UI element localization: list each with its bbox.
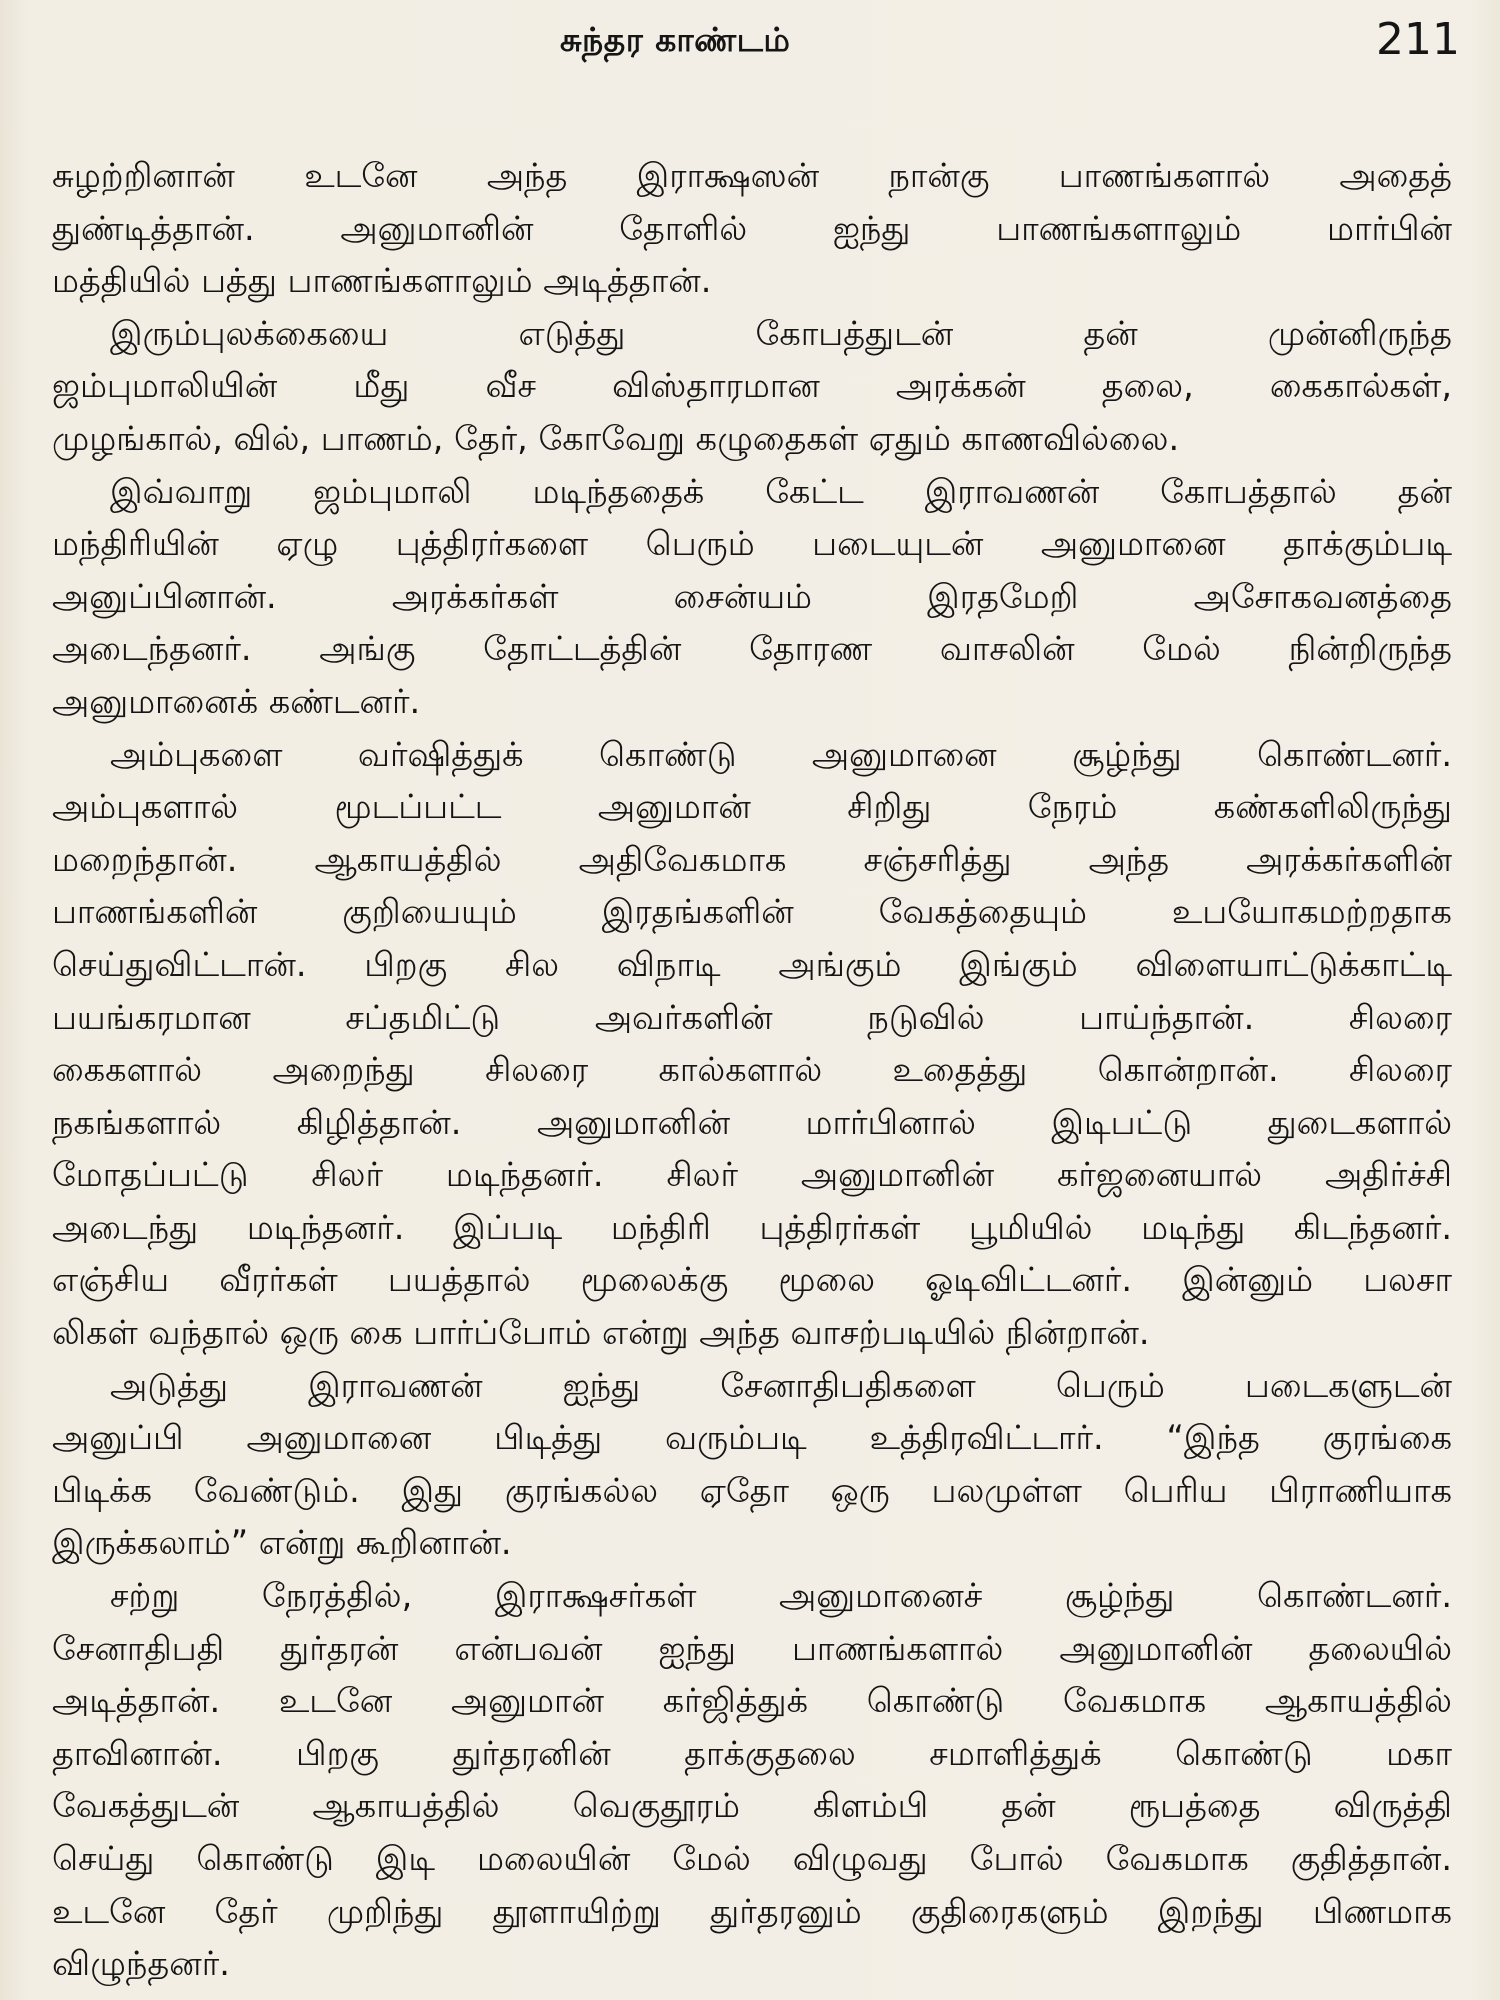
text-line: மத்தியில் பத்து பாணங்களாலும் அடித்தான்.: [52, 261, 712, 301]
text-line: விழுந்தனர்.: [52, 1944, 230, 1984]
text-line: லிகள் வந்தால் ஒரு கை பார்ப்போம் என்று அந்த வாசற்படியில் நின்றான்.: [52, 1313, 1150, 1353]
paragraph-3: [52, 466, 1452, 729]
paragraph-5: [52, 1360, 1452, 1570]
text-line: இருக்கலாம்” என்று கூறினான்.: [52, 1523, 512, 1563]
text-line: சற்று நேரத்தில், இராக்ஷசர்கள் அனுமானைச் சூழ்ந்து கொண்டனர்.: [110, 1576, 1452, 1616]
text-line: துண்டித்தான். அனுமானின் தோளில் ஐந்து பாணங்களாலும் மார்பின்: [52, 208, 1452, 248]
paragraph-6: [52, 1570, 1452, 1991]
text-line: அனுமானைக் கண்டனர்.: [52, 681, 421, 721]
text-line: தாவினான். பிறகு துர்தரனின் தாக்குதலை சமாளித்துக் கொண்டு மகா: [52, 1733, 1452, 1773]
text-line: செய்து கொண்டு இடி மலையின் மேல் விழுவது போல் வேகமாக குதித்தான்.: [52, 1839, 1452, 1878]
text-line: அம்புகளால் மூடப்பட்ட அனுமான் சிறிது நேரம் கண்களிலிருந்து: [52, 787, 1452, 827]
text-line: செய்துவிட்டான். பிறகு சில விநாடி அங்கும் இங்கும் விளையாட்டுக்காட்டி: [52, 944, 1452, 984]
running-title: சுந்தர காண்டம்: [560, 20, 791, 59]
text-line: ஜம்புமாலியின் மீது வீச விஸ்தாரமான அரக்கன் தலை, கைகால்கள்,: [52, 366, 1452, 406]
text-line: முழங்கால், வில், பாணம், தேர், கோவேறு கழுதைகள் ஏதும் காணவில்லை.: [52, 418, 1180, 458]
text-line: பாணங்களின் குறியையும் இரதங்களின் வேகத்தையும் உபயோகமற்றதாக: [52, 892, 1452, 932]
text-line: அனுப்பி அனுமானை பிடித்து வரும்படி உத்திரவிட்டார். “இந்த குரங்கை: [52, 1418, 1452, 1458]
text-line: மறைந்தான். ஆகாயத்தில் அதிவேகமாக சஞ்சரித்து அந்த அரக்கர்களின்: [52, 839, 1452, 879]
text-line: அம்புகளை வர்ஷித்துக் கொண்டு அனுமானை சூழ்ந்து கொண்டனர்.: [110, 734, 1452, 774]
text-line: சேனாதிபதி துர்தரன் என்பவன் ஐந்து பாணங்களால் அனுமானின் தலையில்: [52, 1628, 1452, 1668]
text-line: வேகத்துடன் ஆகாயத்தில் வெகுதூரம் கிளம்பி தன் ரூபத்தை விருத்தி: [52, 1786, 1452, 1826]
page-header: [0, 14, 1500, 70]
text-line: அடைந்து மடிந்தனர். இப்படி மந்திரி புத்திரர்கள் பூமியில் மடிந்து கிடந்தனர்.: [52, 1207, 1452, 1247]
paragraph-1: [52, 150, 1452, 308]
paragraph-2: [52, 308, 1452, 466]
text-line: அனுப்பினான். அரக்கர்கள் சைன்யம் இரதமேறி அசோகவனத்தை: [52, 576, 1452, 616]
text-line: சுழற்றினான் உடனே அந்த இராக்ஷஸன் நான்கு பாணங்களால் அதைத்: [52, 156, 1452, 195]
text-line: உடனே தேர் முறிந்து தூளாயிற்று துர்தரனும் குதிரைகளும் இறந்து பிணமாக: [52, 1891, 1452, 1931]
page-number: 211: [1376, 14, 1460, 65]
text-line: அடித்தான். உடனே அனுமான் கர்ஜித்துக் கொண்டு வேகமாக ஆகாயத்தில்: [52, 1681, 1452, 1721]
paragraph-4: [52, 729, 1452, 1360]
body-text: [52, 150, 1452, 1991]
text-line: மோதப்பட்டு சிலர் மடிந்தனர். சிலர் அனுமானின் கர்ஜனையால் அதிர்ச்சி: [52, 1155, 1452, 1195]
text-line: இவ்வாறு ஜம்புமாலி மடிந்ததைக் கேட்ட இராவணன் கோபத்தால் தன்: [110, 471, 1452, 511]
text-line: எஞ்சிய வீரர்கள் பயத்தால் மூலைக்கு மூலை ஓடிவிட்டனர். இன்னும் பலசா: [52, 1260, 1452, 1300]
text-line: அடுத்து இராவணன் ஐந்து சேனாதிபதிகளை பெரும் படைகளுடன்: [110, 1365, 1452, 1405]
text-line: மந்திரியின் ஏழு புத்திரர்களை பெரும் படையுடன் அனுமானை தாக்கும்படி: [52, 524, 1452, 564]
text-line: கைகளால் அறைந்து சிலரை கால்களால் உதைத்து கொன்றான். சிலரை: [52, 1050, 1452, 1090]
text-line: பிடிக்க வேண்டும். இது குரங்கல்ல ஏதோ ஒரு பலமுள்ள பெரிய பிராணியாக: [52, 1470, 1452, 1510]
text-line: நகங்களால் கிழித்தான். அனுமானின் மார்பினால் இடிபட்டு துடைகளால்: [52, 1102, 1452, 1142]
text-line: அடைந்தனர். அங்கு தோட்டத்தின் தோரண வாசலின் மேல் நின்றிருந்த: [52, 629, 1452, 669]
text-line: இரும்புலக்கையை எடுத்து கோபத்துடன் தன் முன்னிருந்த: [110, 313, 1452, 353]
text-line: பயங்கரமான சப்தமிட்டு அவர்களின் நடுவில் பாய்ந்தான். சிலரை: [52, 997, 1452, 1037]
